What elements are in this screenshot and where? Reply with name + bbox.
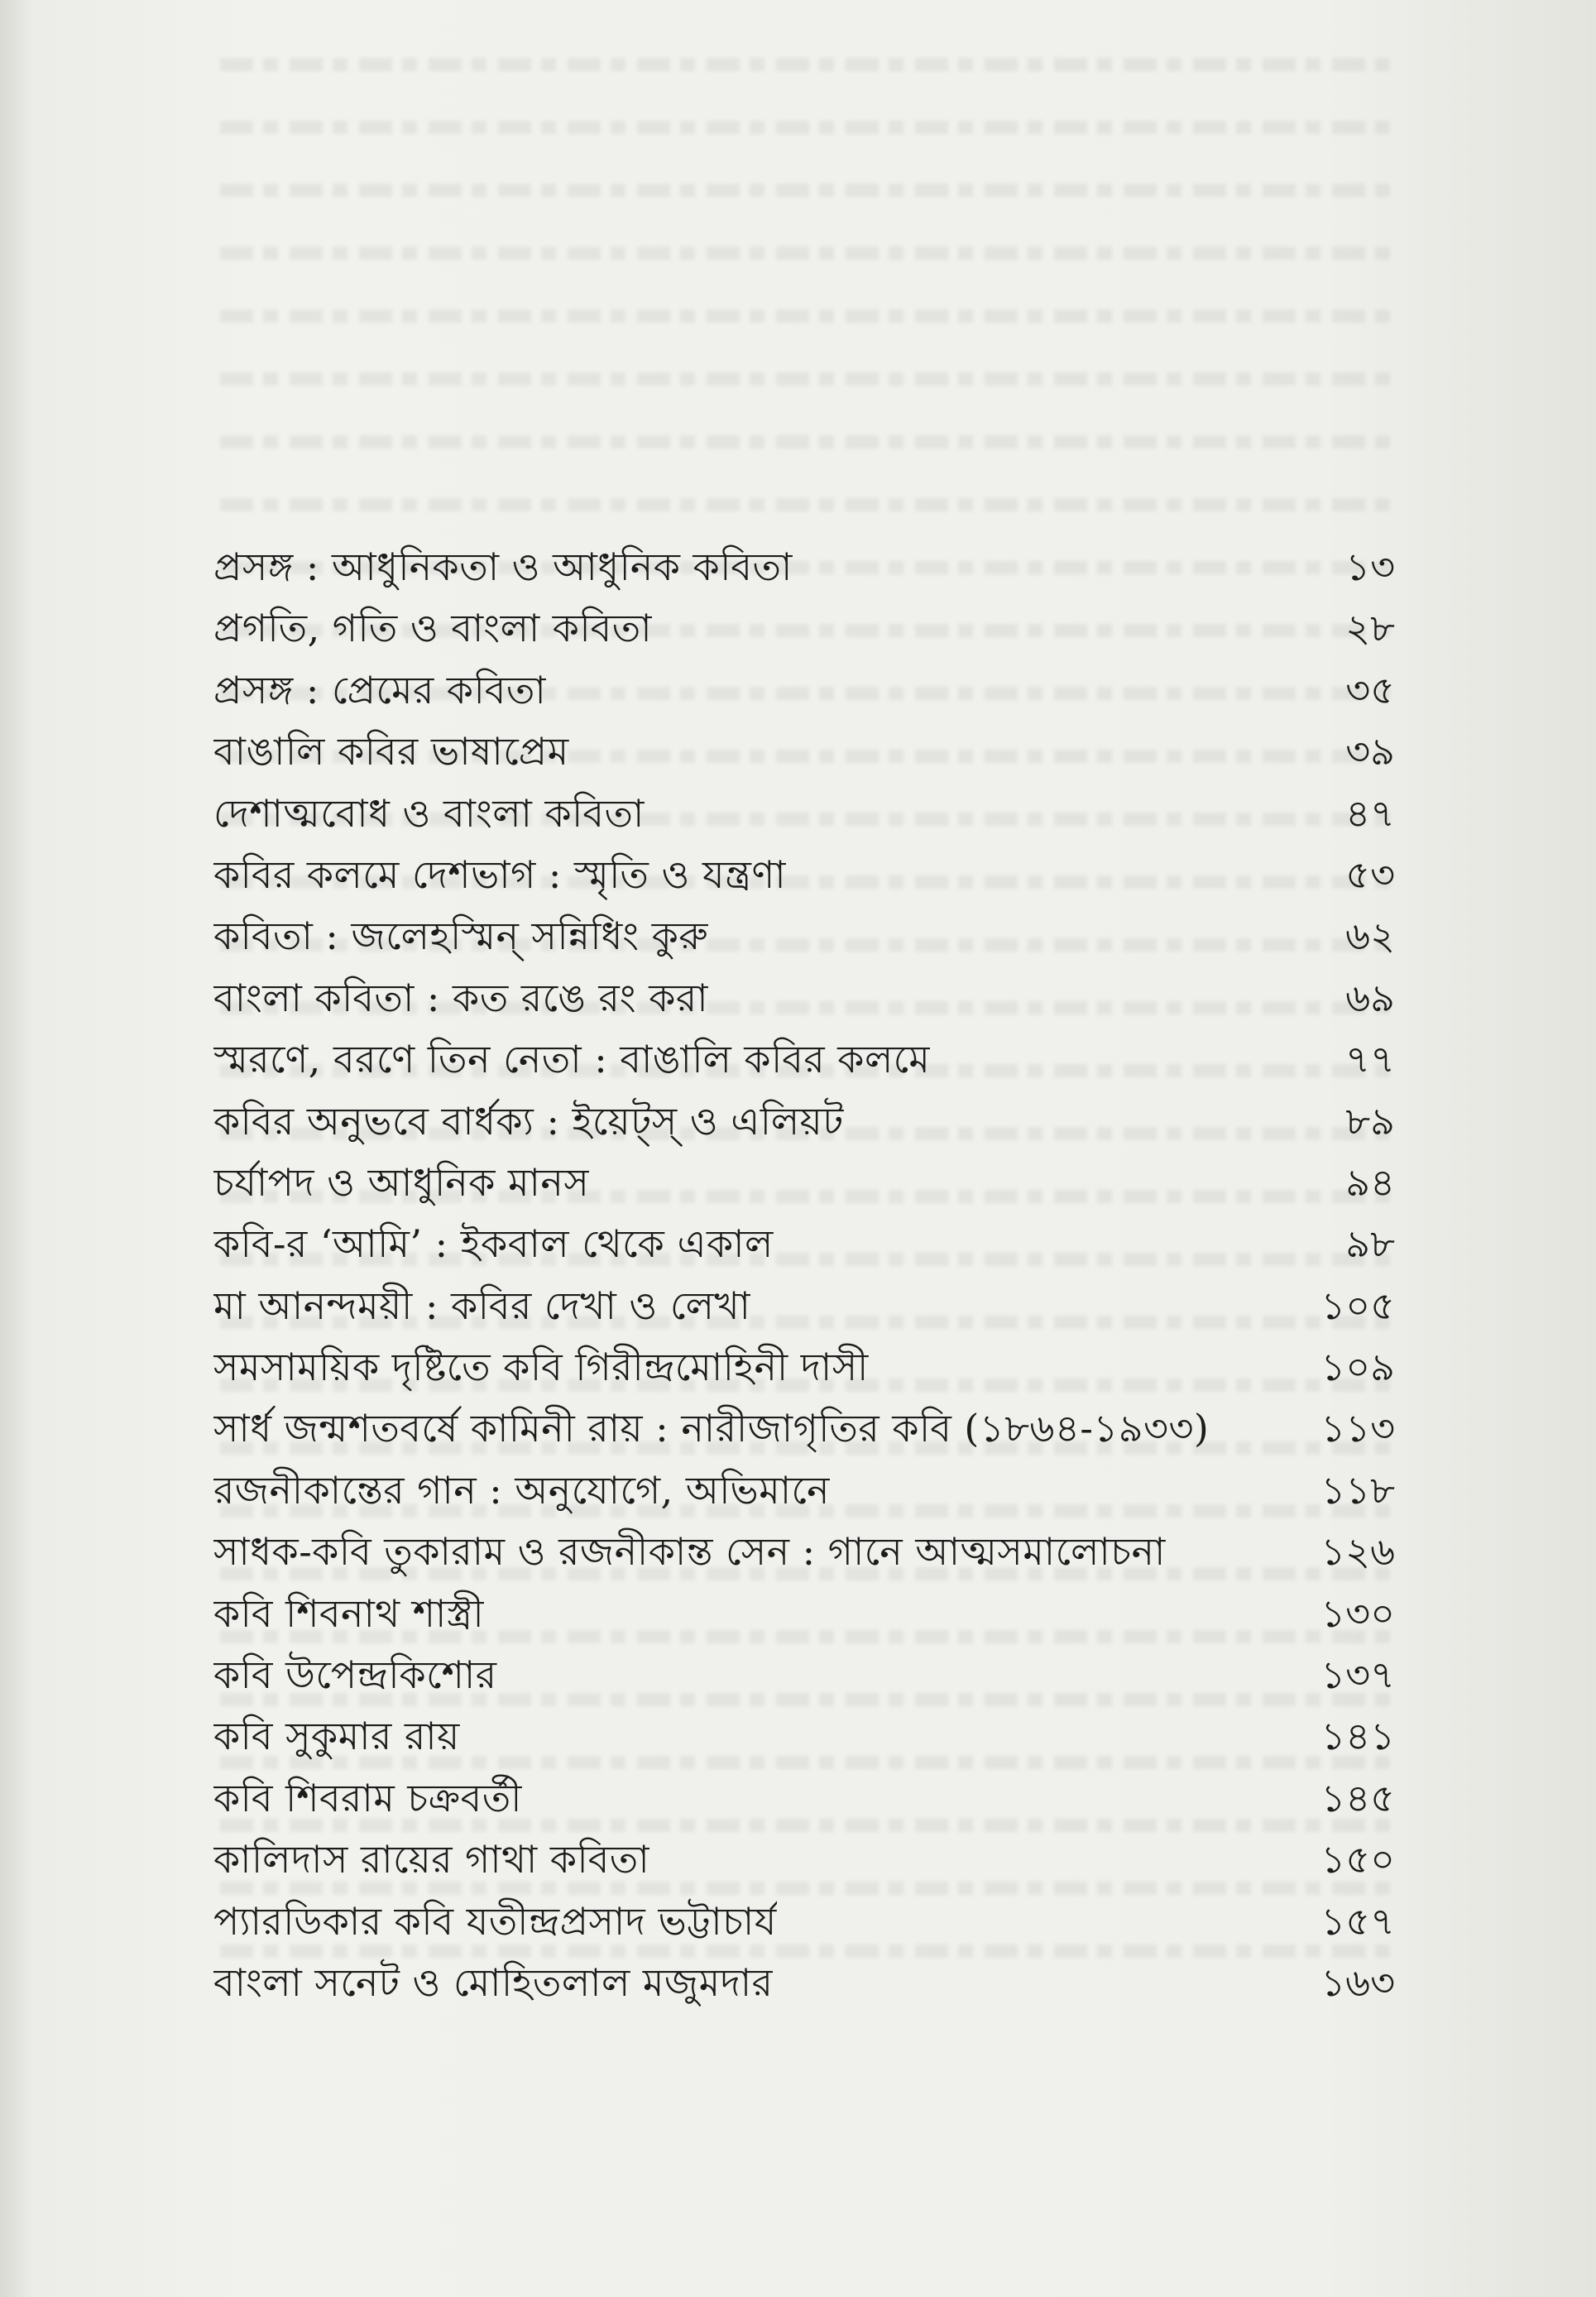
toc-entry-page: ১৬৩	[1320, 1959, 1395, 2005]
toc-entry-title: প্যারডিকার কবি যতীন্দ্রপ্রসাদ ভট্টাচার্য	[213, 1898, 777, 1944]
toc-entry-title: প্রসঙ্গ : আধুনিকতা ও আধুনিক কবিতা	[213, 544, 793, 589]
toc-entry	[213, 1767, 1395, 1829]
toc-entry-page: ৪৭	[1345, 790, 1395, 836]
toc-entry-title: কবির অনুভবে বার্ধক্য : ইয়েট্স্ ও এলিয়ট	[213, 1098, 844, 1144]
toc-entry-title: প্রসঙ্গ : প্রেমের কবিতা	[213, 667, 547, 712]
toc-entry-page: ১৫৭	[1320, 1898, 1395, 1944]
toc-entry	[213, 1952, 1395, 2013]
toc-entry-page: ৭৭	[1345, 1037, 1395, 1082]
toc-entry-page: ৯৪	[1345, 1159, 1395, 1205]
toc-entry-title: মা আনন্দময়ী : কবির দেখা ও লেখা	[213, 1283, 751, 1328]
toc-entry-title: কবি শিবরাম চক্রবর্তী	[213, 1775, 522, 1820]
toc-entry-title: কবি শিবনাথ শাস্ত্রী	[213, 1590, 485, 1636]
toc-entry-page: ১৪৫	[1320, 1775, 1395, 1820]
toc-entry-title: বাংলা সনেট ও মোহিতলাল মজুমদার	[213, 1959, 774, 2005]
toc-entry-page: ৩৯	[1345, 729, 1395, 774]
toc-entry-page: ১২৬	[1320, 1529, 1395, 1575]
toc-entry-title: প্রগতি, গতি ও বাংলা কবিতা	[213, 606, 653, 651]
toc-entry	[213, 1460, 1395, 1521]
toc-entry-title: কালিদাস রায়ের গাথা কবিতা	[213, 1837, 650, 1882]
table-of-contents	[213, 536, 1395, 2013]
toc-entry-title: কবির কলমে দেশভাগ : স্মৃতি ও যন্ত্রণা	[213, 851, 787, 897]
toc-entry-page: ১০৯	[1320, 1345, 1395, 1390]
toc-entry-title: বাঙালি কবির ভাষাপ্রেম	[213, 729, 569, 774]
toc-entry	[213, 1091, 1395, 1152]
toc-entry-page: ৯৮	[1345, 1221, 1395, 1267]
toc-entry	[213, 1029, 1395, 1090]
toc-entry-page: ১৪১	[1320, 1714, 1395, 1759]
toc-entry-page: ১০৫	[1320, 1283, 1395, 1328]
toc-entry-page: ১১৩	[1320, 1406, 1395, 1451]
toc-entry	[213, 1152, 1395, 1213]
toc-entry	[213, 783, 1395, 844]
toc-entry-page: ১৩৭	[1320, 1652, 1395, 1698]
toc-entry-title: কবি-র ‘আমি’ : ইকবাল থেকে একাল	[213, 1221, 774, 1267]
toc-entry	[213, 905, 1395, 966]
toc-entry	[213, 1398, 1395, 1459]
toc-entry	[213, 597, 1395, 659]
toc-entry	[213, 1891, 1395, 1952]
toc-entry-title: সমসাময়িক দৃষ্টিতে কবি গিরীন্দ্রমোহিনী দাসী	[213, 1345, 869, 1390]
toc-entry	[213, 536, 1395, 597]
toc-entry-page: ১৩	[1345, 544, 1395, 589]
toc-entry-title: সার্ধ জন্মশতবর্ষে কামিনী রায় : নারীজাগৃতির কবি (১৮৬৪-১৯৩৩)	[213, 1406, 1210, 1451]
toc-entry	[213, 1275, 1395, 1336]
toc-entry-title: কবি উপেন্দ্রকিশোর	[213, 1652, 497, 1698]
toc-entry	[213, 1705, 1395, 1767]
toc-entry	[213, 844, 1395, 905]
toc-entry-page: ২৮	[1345, 606, 1395, 651]
toc-entry	[213, 1583, 1395, 1644]
toc-entry	[213, 659, 1395, 721]
toc-entry-page: ৮৯	[1345, 1098, 1395, 1144]
toc-entry-title: রজনীকান্তের গান : অনুযোগে, অভিমানে	[213, 1467, 830, 1513]
toc-entry-page: ৫৩	[1345, 851, 1395, 897]
toc-entry-title: স্মরণে, বরণে তিন নেতা : বাঙালি কবির কলমে	[213, 1037, 931, 1082]
toc-entry-title: কবিতা : জলেহস্মিন্ সন্নিধিং কুরু	[213, 914, 709, 959]
toc-entry-page: ৬৯	[1345, 975, 1395, 1020]
toc-entry-page: ১৫০	[1320, 1837, 1395, 1882]
toc-entry-page: ১১৮	[1320, 1467, 1395, 1513]
toc-entry	[213, 721, 1395, 782]
toc-entry-title: চর্যাপদ ও আধুনিক মানস	[213, 1159, 590, 1205]
toc-entry-title: বাংলা কবিতা : কত রঙে রং করা	[213, 975, 709, 1020]
toc-entry-title: দেশাত্মবোধ ও বাংলা কবিতা	[213, 790, 645, 836]
toc-entry-title: কবি সুকুমার রায়	[213, 1714, 460, 1759]
toc-entry	[213, 1521, 1395, 1582]
toc-entry	[213, 1644, 1395, 1705]
toc-entry	[213, 967, 1395, 1029]
toc-entry	[213, 1829, 1395, 1890]
toc-entry-page: ৩৫	[1345, 667, 1395, 712]
toc-entry-page: ১৩০	[1320, 1590, 1395, 1636]
toc-entry	[213, 1336, 1395, 1398]
toc-entry-title: সাধক-কবি তুকারাম ও রজনীকান্ত সেন : গানে আত্মসমালোচনা	[213, 1529, 1166, 1575]
toc-entry	[213, 1213, 1395, 1274]
toc-entry-page: ৬২	[1345, 914, 1395, 959]
